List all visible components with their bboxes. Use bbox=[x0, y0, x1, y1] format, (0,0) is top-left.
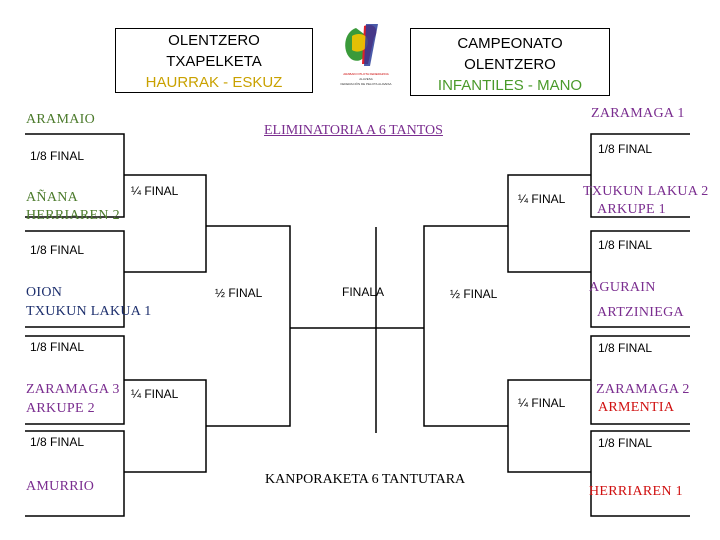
logo-text-2: ALAVESA bbox=[359, 77, 373, 81]
label-eighth-right-1: 1/8 FINAL bbox=[598, 142, 653, 156]
team-left-6: ZARAMAGA 3 bbox=[26, 382, 120, 397]
label-eighth-right-4: 1/8 FINAL bbox=[598, 436, 653, 450]
label-quarter-right-2: ¼ FINAL bbox=[518, 396, 566, 410]
subtitle: ELIMINATORIA A 6 TANTOS bbox=[264, 123, 443, 138]
team-right-2: TXUKUN LAKUA 2 bbox=[583, 184, 709, 199]
label-eighth-left-2: 1/8 FINAL bbox=[30, 243, 85, 257]
federation-logo-icon bbox=[334, 20, 398, 90]
footer-note: KANPORAKETA 6 TANTUTARA bbox=[265, 472, 466, 487]
label-eighth-right-2: 1/8 FINAL bbox=[598, 238, 653, 252]
label-final: FINALA bbox=[342, 285, 385, 299]
title-line-1: CAMPEONATO bbox=[457, 35, 563, 52]
logo-text-3: FEDERACIÓN DE PELOTA ALAVESA bbox=[340, 82, 392, 86]
team-left-7: ARKUPE 2 bbox=[26, 401, 95, 416]
title-box-spanish bbox=[410, 28, 610, 96]
team-left-1: ARAMAIO bbox=[26, 112, 95, 127]
title-line-3: INFANTILES - MANO bbox=[437, 77, 583, 94]
team-right-7: ARMENTIA bbox=[598, 400, 675, 415]
team-left-8: AMURRIO bbox=[26, 479, 95, 494]
team-left-3: HERRIAREN 2 bbox=[26, 208, 120, 223]
label-eighth-right-3: 1/8 FINAL bbox=[598, 341, 653, 355]
label-quarter-left-2: ¼ FINAL bbox=[131, 387, 179, 401]
label-eighth-left-4: 1/8 FINAL bbox=[30, 435, 85, 449]
team-left-5: TXUKUN LAKUA 1 bbox=[26, 304, 152, 319]
team-right-4: AGURAIN bbox=[589, 280, 656, 295]
title-line-1: OLENTZERO bbox=[168, 32, 260, 49]
team-right-8: HERRIAREN 1 bbox=[589, 484, 683, 499]
label-quarter-right-1: ¼ FINAL bbox=[518, 192, 566, 206]
title-line-2: TXAPELKETA bbox=[166, 53, 262, 70]
label-quarter-left-1: ¼ FINAL bbox=[131, 184, 179, 198]
title-line-2: OLENTZERO bbox=[464, 56, 556, 73]
label-half-left: ½ FINAL bbox=[215, 286, 263, 300]
logo-text-1: ARABAKO PILOTA FEDERAZIOA bbox=[343, 72, 389, 76]
team-right-3: ARKUPE 1 bbox=[597, 202, 666, 217]
team-right-5: ARTZINIEGA bbox=[597, 305, 684, 320]
label-half-right: ½ FINAL bbox=[450, 287, 498, 301]
label-eighth-left-1: 1/8 FINAL bbox=[30, 149, 85, 163]
team-right-6: ZARAMAGA 2 bbox=[596, 382, 690, 397]
label-eighth-left-3: 1/8 FINAL bbox=[30, 340, 85, 354]
team-right-1: ZARAMAGA 1 bbox=[591, 106, 685, 121]
team-left-4: OION bbox=[26, 285, 63, 300]
title-line-3: HAURRAK - ESKUZ bbox=[145, 74, 283, 91]
title-box-basque bbox=[115, 28, 313, 93]
team-left-2: AÑANA bbox=[26, 190, 79, 205]
